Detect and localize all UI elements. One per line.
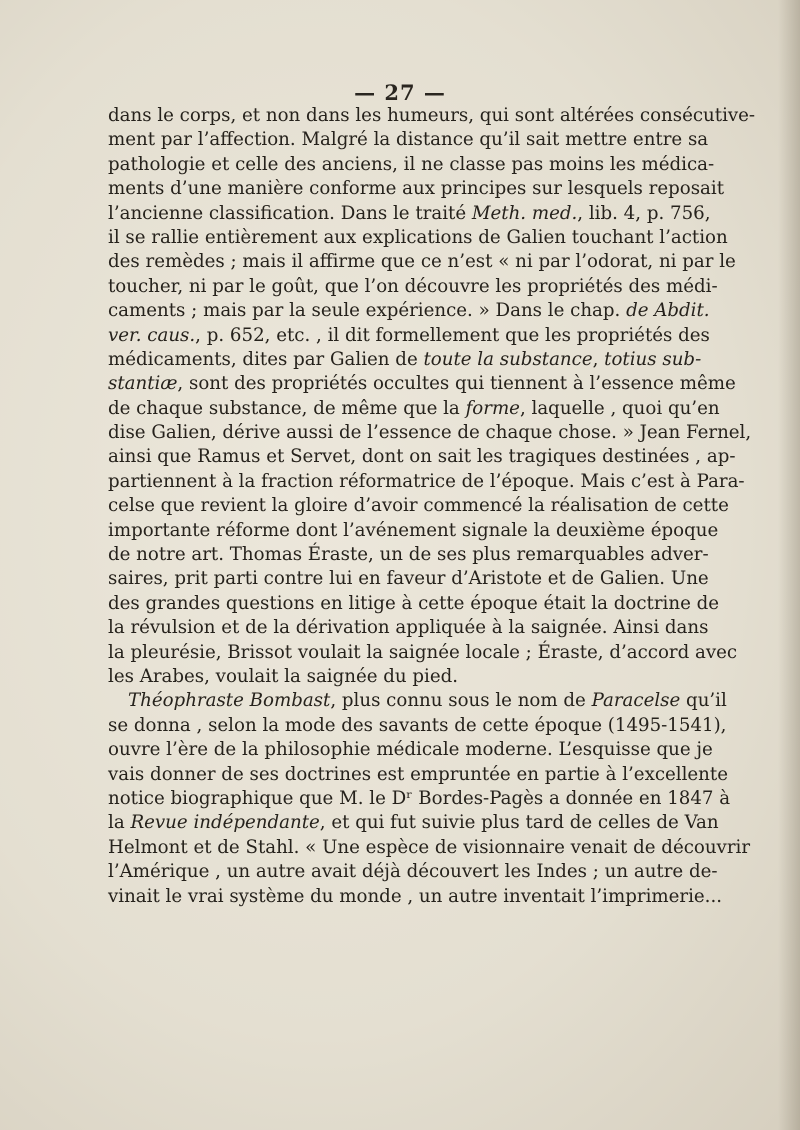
text-run: , p. 652, etc. , il dit formellement que les propriétés des: [195, 324, 710, 346]
text-run: importante réforme dont l’avénement signale la deuxième époque: [108, 519, 719, 541]
text-run: la: [108, 812, 131, 834]
text-run: ainsi que Ramus et Servet, dont on sait les tragiques destinées , ap-: [108, 446, 736, 468]
text-run: celse que revient la gloire d’avoir commencé la réalisation de cette: [108, 495, 729, 517]
text-run: toucher, ni par le goût, que l’on découvre les propriétés des médi-: [108, 275, 718, 297]
text-run: qu’il: [680, 690, 727, 712]
text-run: les Arabes, voulait la saignée du pied.: [108, 665, 459, 687]
text-line: [108, 543, 709, 567]
text-run: l’ancienne classification. Dans le traité: [108, 202, 472, 224]
text-run: des grandes questions en litige à cette époque était la doctrine de: [108, 592, 720, 614]
text-run: ment par l’affection. Malgré la distance qu’il sait mettre entre sa: [108, 129, 709, 151]
text-run: de chaque substance, de même que la: [108, 397, 466, 419]
italic-run: stantiæ: [108, 373, 178, 395]
italic-run: Meth. med.: [471, 202, 578, 224]
text-line: [108, 250, 736, 274]
text-line: [108, 641, 738, 665]
text-line: [108, 763, 728, 787]
text-line: [108, 787, 731, 811]
italic-run: de Abdit.: [626, 300, 710, 322]
text-line: [108, 226, 728, 250]
text-run: , et qui fut suivie plus tard de celles de Van: [319, 812, 719, 834]
text-run: dise Galien, dérive aussi de l’essence de chaque chose. » Jean Fernel,: [108, 422, 752, 444]
text-line: [108, 104, 756, 128]
text-line: [108, 811, 719, 835]
text-line: [108, 299, 710, 323]
page-number: — 27 —: [354, 80, 446, 105]
text-line: [108, 421, 752, 445]
text-run: vinait le vrai système du monde , un autre inventait l’imprimerie...: [108, 885, 723, 907]
text-line: [108, 616, 709, 640]
text-line: [108, 397, 720, 421]
text-line: [108, 494, 729, 518]
italic-run: forme: [465, 397, 520, 419]
text-run: des remèdes ; mais il affirme que ce n’est « ni par l’odorat, ni par le: [108, 251, 736, 273]
text-run: ouvre l’ère de la philosophie médicale moderne. L’esquisse que je: [108, 739, 713, 761]
text-line: [108, 275, 718, 299]
italic-run: Théophraste Bombast: [128, 690, 331, 712]
text-run: , lib. 4, p. 756,: [577, 202, 711, 224]
text-run: ments d’une manière conforme aux principes sur lesquels reposait: [108, 178, 725, 200]
italic-run: Revue indépendante: [130, 812, 320, 834]
text-line: [108, 202, 711, 226]
text-line: [108, 519, 719, 543]
italic-run: totius sub-: [604, 348, 702, 370]
text-line: [108, 885, 723, 909]
text-run: , plus connu sous le nom de: [330, 690, 592, 712]
text-line: [108, 153, 715, 177]
text-run: l’Amérique , un autre avait déjà découvert les Indes ; un autre de-: [108, 861, 718, 883]
text-line: [108, 836, 751, 860]
text-run: ,: [592, 348, 605, 370]
text-line: [108, 567, 709, 591]
text-run: caments ; mais par la seule expérience. » Dans le chap.: [108, 300, 627, 322]
text-line: [108, 470, 745, 494]
text-line: [108, 445, 736, 469]
text-line: [108, 738, 713, 762]
italic-run: Paracelse: [591, 690, 681, 712]
text-run: notice biographique que M. le Dʳ Bordes-Pagès a donnée en 1847 à: [108, 787, 731, 809]
italic-run: ver. caus.: [108, 324, 196, 346]
text-line: [108, 348, 702, 372]
text-run: dans le corps, et non dans les humeurs, qui sont altérées consécutive-: [108, 105, 756, 126]
text-line: [108, 689, 727, 713]
text-line: [108, 860, 718, 884]
text-line: [108, 177, 725, 201]
text-run: saires, prit parti contre lui en faveur d’Aristote et de Galien. Une: [108, 568, 709, 590]
text-line: [108, 665, 668, 689]
text-line: [108, 324, 710, 348]
text-run: la pleurésie, Brissot voulait la saignée locale ; Éraste, d’accord avec: [108, 641, 738, 663]
body-text: [108, 104, 756, 909]
text-run: médicaments, dites par Galien de: [108, 348, 424, 370]
text-run: pathologie et celle des anciens, il ne classe pas moins les médica-: [108, 153, 715, 175]
text-run: , sont des propriétés occultes qui tiennent à l’essence même: [177, 373, 736, 395]
text-run: vais donner de ses doctrines est empruntée en partie à l’excellente: [108, 763, 728, 785]
text-run: se donna , selon la mode des savants de cette époque (1495-1541),: [108, 714, 727, 736]
text-line: [108, 372, 736, 396]
text-line: [108, 128, 709, 152]
italic-run: toute la substance: [423, 348, 593, 370]
text-line: [108, 714, 727, 738]
text-line: [108, 592, 720, 616]
text-run: il se rallie entièrement aux explications de Galien touchant l’action: [108, 226, 728, 248]
text-run: Helmont et de Stahl. « Une espèce de visionnaire venait de découvrir: [108, 836, 751, 858]
text-run: partiennent à la fraction réformatrice de l’époque. Mais c’est à Para-: [108, 470, 745, 492]
text-run: , laquelle , quoi qu’en: [519, 397, 720, 419]
text-run: la révulsion et de la dérivation appliquée à la saignée. Ainsi dans: [108, 617, 709, 639]
text-run: de notre art. Thomas Éraste, un de ses plus remarquables adver-: [108, 544, 709, 566]
page-edge-shadow: [778, 0, 800, 1130]
